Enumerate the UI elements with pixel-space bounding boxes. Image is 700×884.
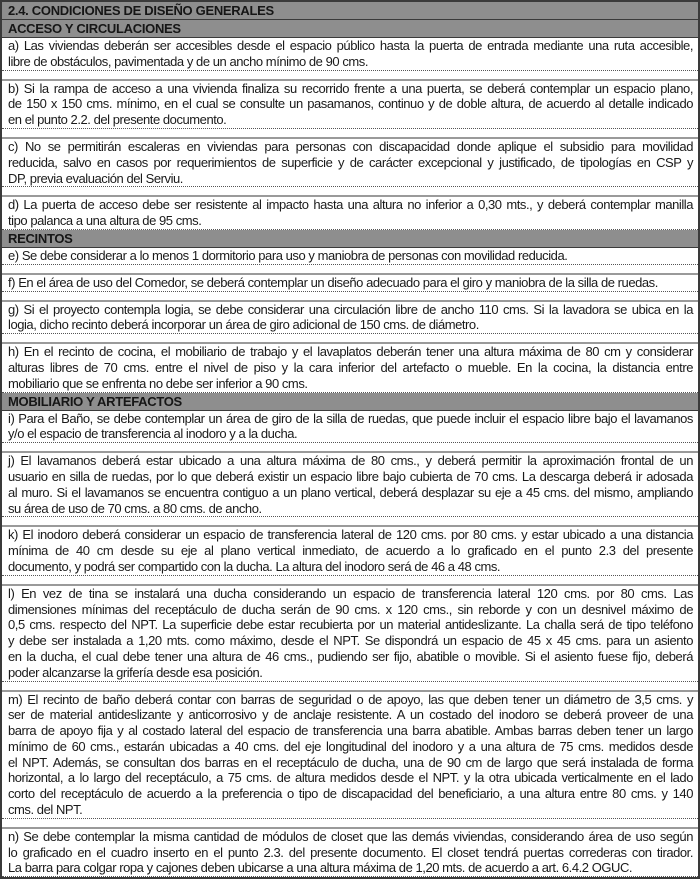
requirement-text-line: mínima de 40 cm desde su eje al plano vertical inmediato, de acuerdo a lo graficado en el punto 2.3 del presente	[8, 543, 693, 559]
requirement-text-line: de 150 x 150 cms. mínimo, en el cual se consulte un pasamanos, continuo y de doble altura, de acuerdo al detalle indicado	[8, 96, 693, 112]
requirement-item	[2, 692, 698, 819]
requirement-text-line: su área de uso de 70 cms. a 80 cms. de ancho.	[8, 500, 262, 516]
requirement-text-line: m) El recinto de baño deberá contar con barras de seguridad o de apoyo, las que deben tener un diámetro de 3,5 cms. y	[8, 691, 693, 707]
requirement-text-line: al muro. Si el lavamanos se encuentra contiguo a un plano vertical, deberá desplazar su eje a 45 cms. del mismo, ampliando	[8, 484, 693, 500]
requirement-text-line: el NPT. Además, se consultan dos barras en el receptáculo de ducha, una de 90 cm de largo que será instalada de forma	[8, 754, 693, 770]
requirement-text-line: mobiliario que se enfrenta no debe ser inferior a 90 cms.	[8, 375, 308, 391]
row-spacer	[2, 576, 698, 586]
requirement-text-line: en el punto 2.2. del presente documento.	[8, 112, 227, 128]
requirement-text-line: libre de obstáculos, pavimentada y de un ancho mínimo de 90 cms.	[8, 53, 368, 69]
requirement-item	[2, 275, 698, 292]
requirement-text-line: l) En vez de tina se instalará una ducha considerando un espacio de transferencia lateral 120 cms. por 80 cms. Las	[8, 585, 693, 601]
row-spacer	[2, 819, 698, 829]
row-spacer	[2, 443, 698, 453]
requirement-text-line: barra de apoyo fija y al costado lateral del espacio de transferencia una barra abatible. Ambas barras deben tener un largo	[8, 723, 693, 739]
row-spacer	[2, 71, 698, 81]
row-spacer	[2, 129, 698, 139]
requirement-text-line: b) Si la rampa de acceso a una vivienda finaliza su recorrido frente a una puerta, se deberá contemplar un espacio plano,	[8, 80, 693, 96]
requirement-text-line: mínimo de 60 cms., estarán ubicadas a 40 cms. del eje longitudinal del inodoro y a una altura de 75 cms. medidos desde	[8, 738, 693, 754]
requirement-text-line: ser de material antideslizante y anticorrosivo y de anclaje resistente. A un costado del inodoro se deberá proveer de una	[8, 707, 693, 723]
requirement-text-line: d) La puerta de acceso debe ser resistente al impacto hasta una altura no inferior a 0,30 mts., y deberá contemplar manilla	[8, 197, 693, 213]
requirement-text-line: logia, dicho recinto deberá incorporar un área de giro adicional de 150 cms. de diámetro.	[8, 317, 479, 333]
requirement-text-line: k) El inodoro deberá considerar un espacio de transferencia lateral de 120 cms. por 80 cms. y estar ubicado a una distancia	[8, 527, 693, 543]
requirement-text-line: usuario en silla de ruedas, por lo que deberá existir un espacio libre bajo cubierta de 70 cms. La descarga deberá ir adosada	[8, 468, 693, 484]
requirement-item	[2, 81, 698, 129]
requirement-text-line: n) Se debe contemplar la misma cantidad de módulos de closet que las demás viviendas, considerando área de uso según	[8, 828, 693, 844]
requirement-text-line: documento, y podrá ser compartido con la ducha. La altura del inodoro será de 46 a 48 cms.	[8, 558, 501, 574]
requirement-item	[2, 829, 698, 877]
requirement-item	[2, 38, 698, 71]
requirement-item	[2, 248, 698, 265]
requirement-text-line: y debe ser instalada a 1,20 mts. como máximo, desde el NPT. Se dispondrá un espacio de 45 x 45 cms. para un asiento	[8, 633, 693, 649]
requirement-text-line: corto del receptáculo de acuerdo a la preferencia o tipo de discapacidad del beneficiario, a una altura entre 80 cms. y 140	[8, 786, 693, 802]
requirement-text-line: g) Si el proyecto contempla logia, se debe considerar una circulación libre de ancho 110 cms. Si la lavadora se ubica en la	[8, 301, 693, 317]
requirement-item	[2, 139, 698, 187]
row-spacer	[2, 517, 698, 527]
requirement-text-line: poder alcanzarse la grifería desde esa posición.	[8, 664, 263, 680]
row-spacer	[2, 265, 698, 275]
requirement-text-line: DP, previa evaluación del Serviu.	[8, 170, 183, 186]
requirement-text-line: en la ducha, el cual debe tener una altura de 46 cms., pudiendo ser fijo, abatible o movible. Si el asiento fuese fijo, deberá	[8, 648, 693, 664]
row-spacer	[2, 334, 698, 344]
requirement-text-line: cms. del NPT.	[8, 802, 83, 818]
sections-container	[2, 20, 698, 877]
section-heading: RECINTOS	[2, 230, 698, 248]
requirement-text-line: c) No se permitirán escaleras en viviendas para personas con discapacidad donde aplique el subsidio para movilidad	[8, 138, 693, 154]
requirement-text-line: j) El lavamanos deberá estar ubicado a una altura máxima de 80 cms., y deberá permitir la aproximación frontal de un	[8, 453, 693, 469]
section-heading: MOBILIARIO Y ARTEFACTOS	[2, 393, 698, 411]
requirement-text-line: a) Las viviendas deberán ser accesibles desde el espacio público hasta la puerta de entrada mediante una ruta accesible,	[8, 38, 693, 53]
requirement-item	[2, 411, 698, 444]
requirement-text-line: reducida, salvo en casos por requerimientos de superficie y de carácter excepcional y justificado, de tipologías en CSP y	[8, 154, 693, 170]
requirement-text-line: dimensiones mínimas del receptáculo de ducha serán de 90 cms. x 120 cms., sin reborde y con un desnivel máximo de	[8, 601, 693, 617]
requirement-text-line: h) En el recinto de cocina, el mobiliario de trabajo y el lavaplatos deberán tener una altura máxima de 80 cm y considerar	[8, 344, 693, 360]
requirement-item	[2, 344, 698, 392]
row-spacer	[2, 187, 698, 197]
requirement-item	[2, 586, 698, 682]
requirement-item	[2, 197, 698, 230]
requirement-text-line: f) En el área de uso del Comedor, se deberá contemplar un diseño adecuado para el giro y maniobra de la silla de ruedas.	[8, 274, 658, 290]
document-title: 2.4. CONDICIONES DE DISEÑO GENERALES	[2, 2, 698, 20]
requirement-item	[2, 302, 698, 335]
requirement-text-line: y/o el espacio de transferencia al inodoro y a la ducha.	[8, 426, 298, 442]
row-spacer	[2, 682, 698, 692]
row-spacer	[2, 292, 698, 302]
requirement-text-line: alturas libres de 70 cms. entre el nivel de piso y la cara inferior del artefacto o mueble. En la cocina, la distancia entre	[8, 359, 693, 375]
requirement-text-line: horizontal, a lo largo del receptáculo, a 75 cms. de altura medidos desde el NPT. y la otra ubicada verticalmente en el lado	[8, 770, 693, 786]
section-heading: ACCESO Y CIRCULACIONES	[2, 20, 698, 38]
requirement-text-line: lo graficado en el cuadro inserto en el punto 2.3. del presente documento. El closet tendrá puertas correderas con tirador.	[8, 844, 693, 860]
requirement-text-line: La barra para colgar ropa y cajones deben ubicarse a una altura máxima de 1,20 mts. de acuerdo a art. 6.4.2 OGUC.	[8, 860, 633, 876]
requirement-text-line: tipo palanca a una altura de 95 cms.	[8, 213, 202, 229]
requirement-text-line: e) Se debe considerar a lo menos 1 dormitorio para uso y maniobra de personas con movilidad reducida.	[8, 247, 568, 263]
requirement-text-line: 0,5 cms. respecto del NPT. La superficie debe estar recubierta por un material antideslizante. La challa será de tipo teléfono	[8, 617, 693, 633]
requirement-item	[2, 527, 698, 575]
requirement-item	[2, 453, 698, 517]
requirement-text-line: i) Para el Baño, se debe contemplar un área de giro de la silla de ruedas, que puede incluir el espacio libre bajo el lavamanos	[8, 410, 693, 426]
